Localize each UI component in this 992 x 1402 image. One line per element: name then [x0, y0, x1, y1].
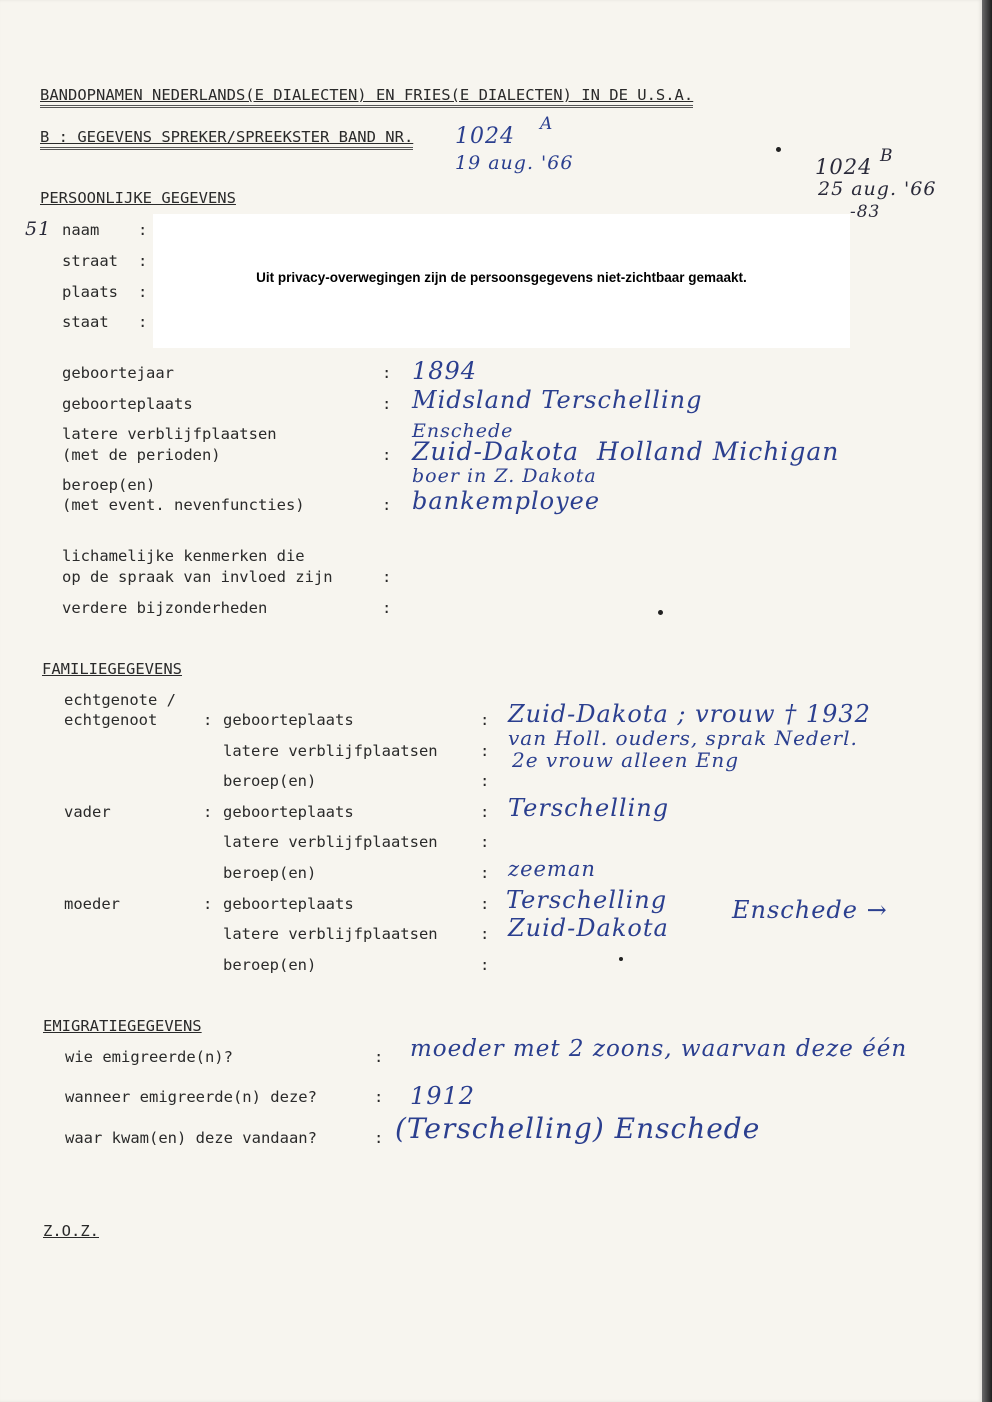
label-vader: vader [64, 803, 111, 821]
note-b-extra: -83 [850, 202, 881, 222]
colon: : [382, 599, 392, 617]
label-beroep: beroep(en) [62, 476, 156, 494]
label-naam: naam [62, 221, 100, 239]
colon: : [382, 496, 392, 514]
page-edge-shadow [982, 0, 992, 1402]
colon: : [138, 252, 148, 270]
label-moeder: moeder [64, 895, 120, 913]
note-b-date: 25 aug. '66 [818, 178, 937, 200]
colon: : [138, 313, 148, 331]
sub-label-verblijf: latere verblijfplaatsen [223, 925, 438, 943]
label-verblijf-perioden: (met de perioden) [62, 446, 221, 464]
colon: : [480, 925, 490, 943]
colon: : [203, 711, 213, 729]
value-geboortejaar: 1894 [412, 357, 478, 385]
privacy-notice: Uit privacy-overwegingen zijn de persoonsgegevens niet-zichtbaar gemaakt. [256, 269, 747, 285]
label-geboortejaar: geboortejaar [62, 364, 174, 382]
label-staat: staat [62, 313, 109, 331]
answer-wanneer: 1912 [410, 1082, 476, 1110]
question-wanneer: wanneer emigreerde(n) deze? [65, 1088, 317, 1106]
label-beroep-neven: (met event. nevenfuncties) [62, 496, 305, 514]
value-moeder-verblijf-1: Enschede → [732, 896, 888, 924]
sub-label-verblijf: latere verblijfplaatsen [223, 742, 438, 760]
label-echtgenote: echtgenote / [64, 691, 176, 709]
band-number: 1024 [455, 124, 515, 149]
value-echtgenote-2: van Holl. ouders, sprak Nederl. [508, 726, 858, 750]
ink-dot [658, 610, 663, 615]
zoz-footer: Z.O.Z. [43, 1222, 99, 1240]
colon: : [480, 803, 490, 821]
band-suffix: A [540, 114, 554, 134]
label-echtgenoot: echtgenoot [64, 711, 158, 729]
colon: : [382, 568, 392, 586]
label-kenmerken-spraak: op de spraak van invloed zijn [62, 568, 333, 586]
section-heading-personal: PERSOONLIJKE GEGEVENS [40, 189, 236, 207]
value-vader-beroep: zeeman [508, 857, 596, 881]
note-b-number: 1024 [815, 155, 873, 179]
colon: : [480, 711, 490, 729]
label-geboorteplaats: geboorteplaats [62, 395, 193, 413]
value-beroep-1: boer in Z. Dakota [412, 465, 597, 487]
sub-label-geboorteplaats: geboorteplaats [223, 711, 354, 729]
label-plaats: plaats [62, 283, 118, 301]
colon: : [382, 395, 392, 413]
form-subtitle: B : GEGEVENS SPREKER/SPREEKSTER BAND NR. [40, 128, 413, 150]
value-geboorteplaats: Midsland Terschelling [412, 386, 703, 414]
colon: : [138, 283, 148, 301]
question-waar: waar kwam(en) deze vandaan? [65, 1129, 317, 1147]
value-echtgenote-1: Zuid-Dakota ; vrouw † 1932 [508, 700, 871, 728]
colon: : [203, 803, 213, 821]
value-vader-geboorteplaats: Terschelling [508, 794, 670, 822]
label-kenmerken: lichamelijke kenmerken die [62, 547, 305, 565]
value-moeder-verblijf-2: Zuid-Dakota [508, 914, 669, 942]
colon: : [480, 864, 490, 882]
sub-label-geboorteplaats: geboorteplaats [223, 895, 354, 913]
colon: : [480, 833, 490, 851]
section-heading-family: FAMILIEGEGEVENS [42, 660, 182, 678]
note-b-suffix: B [880, 146, 894, 166]
colon: : [138, 221, 148, 239]
privacy-redaction-box [153, 214, 850, 348]
colon: : [374, 1088, 384, 1106]
colon: : [374, 1048, 384, 1066]
question-wie: wie emigreerde(n)? [65, 1048, 233, 1066]
value-verblijf-2: Zuid-Dakota Holland Michigan [412, 437, 840, 466]
ink-dot [619, 957, 623, 961]
sub-label-beroep: beroep(en) [223, 772, 317, 790]
margin-number: 51 [25, 218, 52, 240]
value-moeder-geboorteplaats: Terschelling [506, 886, 668, 914]
colon: : [480, 772, 490, 790]
colon: : [374, 1129, 384, 1147]
colon: : [480, 895, 490, 913]
sub-label-beroep: beroep(en) [223, 956, 317, 974]
value-beroep-2: bankemployee [412, 487, 601, 515]
sub-label-geboorteplaats: geboorteplaats [223, 803, 354, 821]
sub-label-beroep: beroep(en) [223, 864, 317, 882]
value-verblijf-1: Enschede [412, 420, 514, 442]
colon: : [480, 956, 490, 974]
colon: : [382, 446, 392, 464]
label-verblijf: latere verblijfplaatsen [62, 425, 277, 443]
answer-wie: moeder met 2 zoons, waarvan deze één [410, 1036, 908, 1062]
label-straat: straat [62, 252, 118, 270]
label-bijzonderheden: verdere bijzonderheden [62, 599, 268, 617]
form-title: BANDOPNAMEN NEDERLANDS(E DIALECTEN) EN FRIES(E DIALECTEN) IN DE U.S.A. [40, 86, 693, 108]
sub-label-verblijf: latere verblijfplaatsen [223, 833, 438, 851]
colon: : [382, 364, 392, 382]
colon: : [203, 895, 213, 913]
colon: : [480, 742, 490, 760]
band-date: 19 aug. '66 [455, 152, 574, 174]
answer-waar: (Terschelling) Enschede [395, 1112, 761, 1145]
section-heading-emigration: EMIGRATIEGEGEVENS [43, 1017, 202, 1035]
value-echtgenote-3: 2e vrouw alleen Eng [512, 748, 740, 772]
ink-dot [776, 147, 781, 152]
